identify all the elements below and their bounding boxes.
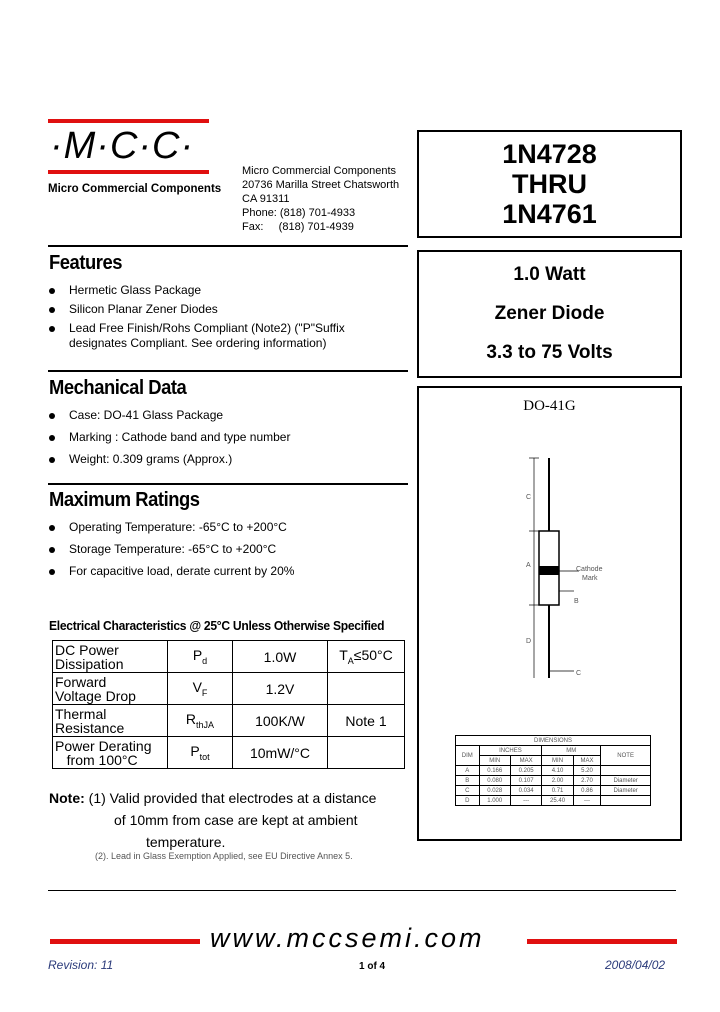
dim-row: D 1.000 --- 25.40 ---	[456, 796, 651, 806]
list-item: Weight: 0.309 grams (Approx.)	[49, 452, 409, 474]
list-item: Operating Temperature: -65°C to +200°C	[49, 520, 409, 542]
list-item: Hermetic Glass Package	[49, 283, 409, 302]
footer-bar-right	[527, 939, 677, 944]
mechanical-rule	[48, 370, 408, 372]
list-item: Lead Free Finish/Rohs Compliant (Note2) ("P"Suffix designates Compliant. See ordering information)	[49, 321, 409, 351]
table-row: Forward Voltage Drop $V_F$ 1.2V	[53, 673, 405, 705]
footer-rule	[48, 890, 676, 891]
company-name: Micro Commercial Components	[48, 183, 222, 195]
summary-voltage: 3.3 to 75 Volts	[486, 342, 613, 363]
dim-label-d: D	[526, 638, 532, 645]
elec-title: Electrical Characteristics @ 25°C Unless Otherwise Specified	[49, 618, 385, 633]
list-item: Case: DO-41 Glass Package	[49, 408, 409, 430]
note-2: (2). Lead in Glass Exemption Applied, see EU Directive Annex 5.	[95, 851, 353, 861]
mark-label: Mark	[582, 575, 598, 582]
dim-label-b: B	[574, 598, 579, 605]
part-line-3: 1N4761	[502, 199, 597, 229]
dim-label-a: A	[526, 562, 531, 569]
list-item: For capacitive load, derate current by 20%	[49, 564, 409, 586]
features-title: Features	[49, 252, 123, 274]
mechanical-title: Mechanical Data	[49, 377, 187, 399]
website-link[interactable]: www.mccsemi.com	[210, 923, 485, 953]
list-item: Marking : Cathode band and type number	[49, 430, 409, 452]
notes: Note: (1) Valid provided that electrodes at a distance of 10mm from case are kept at ambient temperature.	[49, 790, 377, 850]
table-row: DC Power Dissipation $P_d$ 1.0W $T_A\le 50^\circ C$	[53, 641, 405, 673]
part-line-1: 1N4728	[502, 139, 597, 169]
table-row: Power Derating from 100°C $P_{tot}$ 10mW/°C	[53, 737, 405, 769]
logo-top-bar	[48, 119, 209, 123]
page-number: 1 of 4	[359, 961, 386, 972]
doc-date: 2008/04/02	[605, 958, 666, 972]
cathode-label: Cathode	[576, 566, 603, 573]
dimension-table: DIMENSIONS DIM INCHES MM NOTE MIN MAX MIN MAX A 0.166 0.205 4.10 5.20 B 0.080 0.107 2.00 2.70 Diameter C 0.028 0.034 0.71 0.86 Diameter D 1.000 --- 25.40 ---	[455, 735, 651, 806]
diode-drawing	[504, 453, 704, 683]
package-name: DO-41G	[523, 398, 576, 414]
dim-row: A 0.166 0.205 4.10 5.20	[456, 766, 651, 776]
list-item: Silicon Planar Zener Diodes	[49, 302, 409, 321]
company-address: Micro Commercial Components 20736 Marilla Street Chatsworth CA 91311 Phone: (818) 701-4933 Fax: (818) 701-4939	[242, 165, 400, 233]
mechanical-list	[49, 408, 409, 474]
revision: Revision: 11	[48, 958, 114, 972]
dim-label-c-bottom: C	[576, 670, 582, 677]
list-item: Storage Temperature: -65°C to +200°C	[49, 542, 409, 564]
ratings-list	[49, 520, 409, 586]
summary-box	[417, 250, 682, 378]
package-box	[417, 386, 682, 841]
features-list	[49, 283, 409, 351]
summary-power: 1.0 Watt	[513, 264, 586, 285]
dim-row: B 0.080 0.107 2.00 2.70 Diameter	[456, 776, 651, 786]
features-rule	[48, 245, 408, 247]
logo-bottom-bar	[48, 170, 209, 174]
dim-label-c-top: C	[526, 494, 532, 501]
ratings-title: Maximum Ratings	[49, 489, 200, 511]
part-number-box	[417, 130, 682, 238]
ratings-rule	[48, 483, 408, 485]
part-line-2: THRU	[512, 169, 587, 199]
footer-bar-left	[50, 939, 200, 944]
mcc-logo: ·M·C·C·	[50, 125, 195, 167]
elec-table	[52, 640, 405, 769]
dim-row: C 0.028 0.034 0.71 0.86 Diameter	[456, 786, 651, 796]
table-row: Thermal Resistance $R_{thJA}$ 100K/W Note 1	[53, 705, 405, 737]
summary-type: Zener Diode	[494, 303, 605, 324]
dim-table-title: DIMENSIONS	[456, 736, 651, 746]
